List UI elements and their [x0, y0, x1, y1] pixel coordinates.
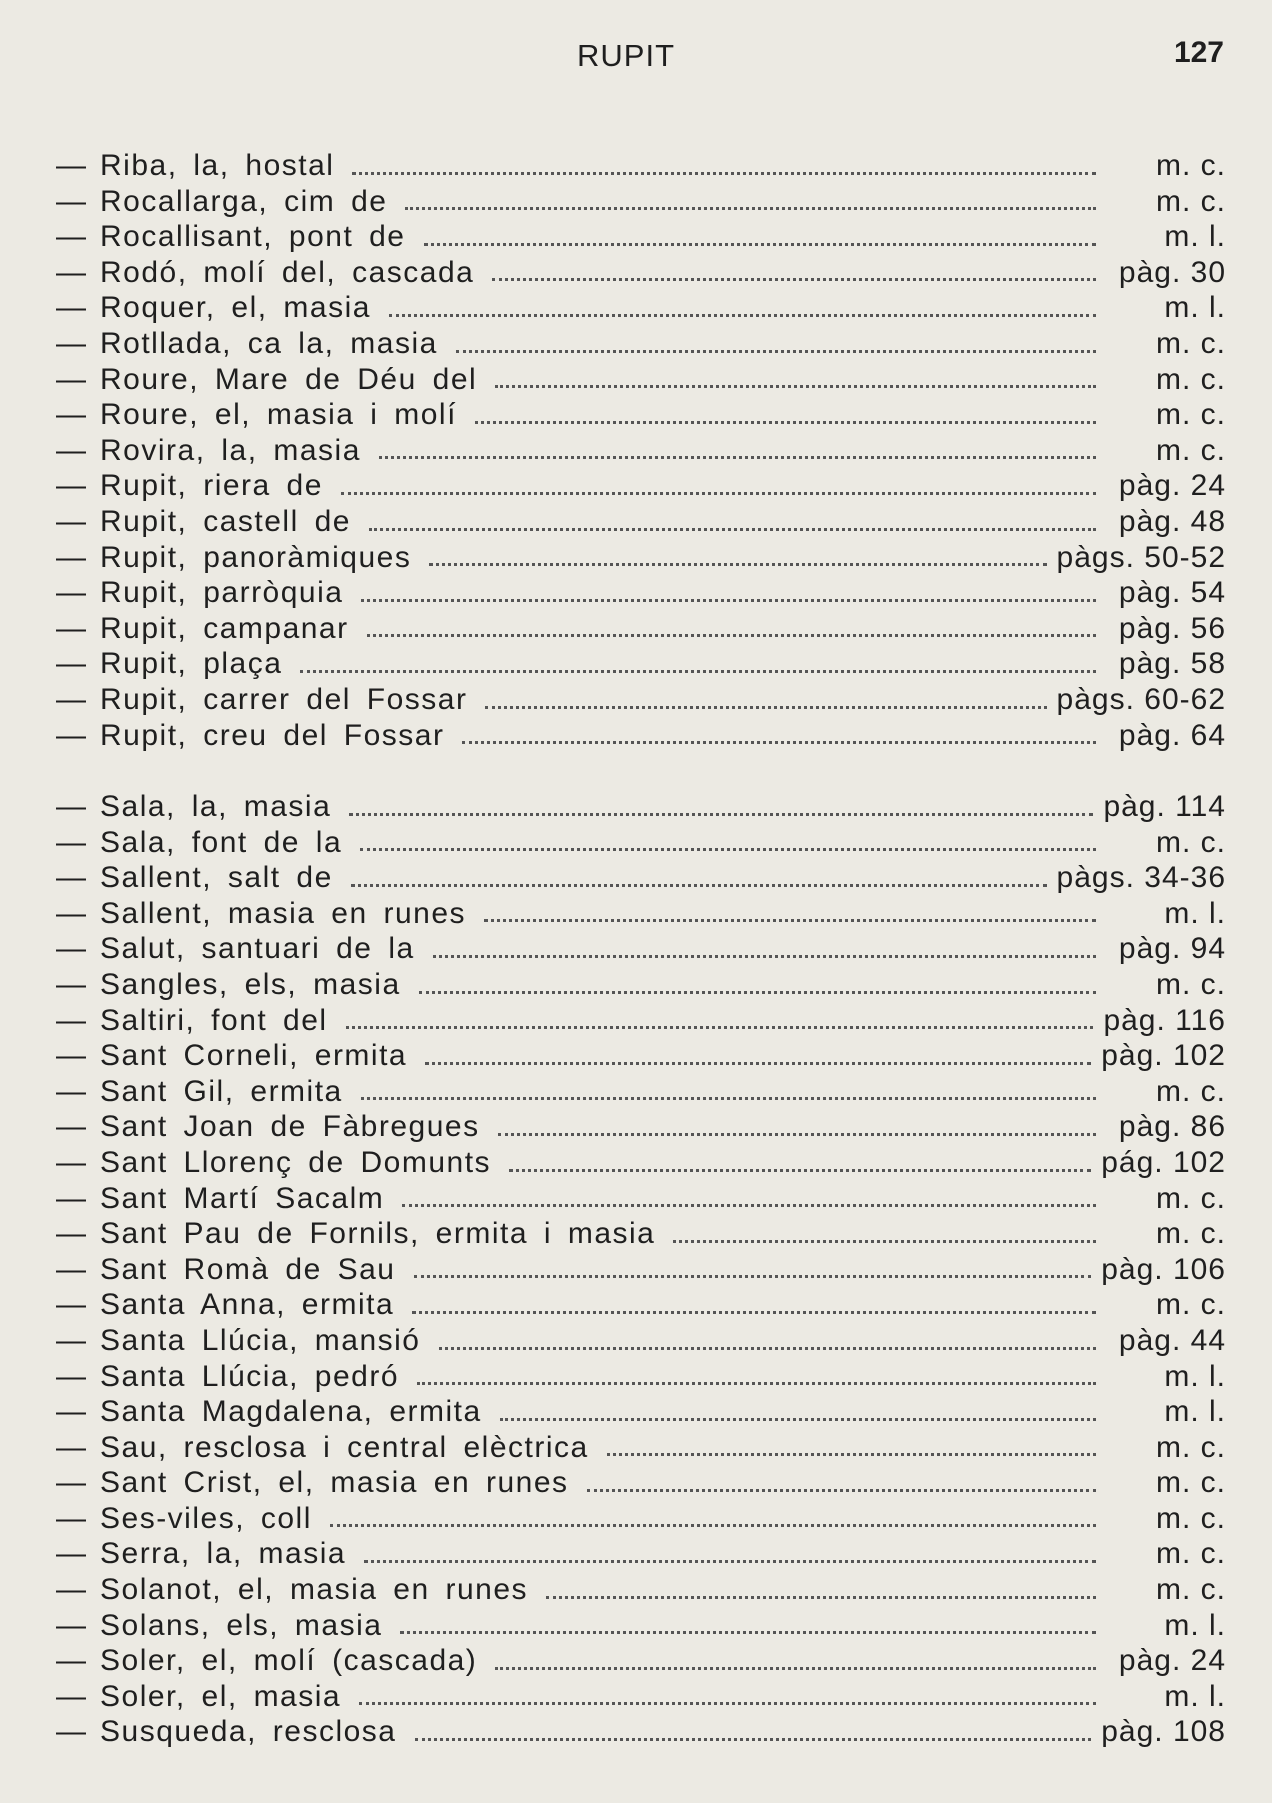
entry-label: Sallent, salt de — [100, 861, 333, 895]
entry-reference: m. c. — [1156, 1537, 1226, 1571]
entry-label: Santa Magdalena, ermita — [100, 1395, 482, 1429]
index-entry — [56, 504, 1226, 540]
dot-leader — [673, 1240, 1096, 1243]
entry-label: Serra, la, masia — [100, 1537, 347, 1571]
dot-leader — [425, 1062, 1091, 1065]
entry-dash: — — [56, 1644, 86, 1678]
dot-leader — [498, 1133, 1096, 1136]
dot-leader — [462, 741, 1096, 744]
entry-label: Rupit, riera de — [100, 469, 323, 503]
entry-reference: m. l. — [1164, 1359, 1226, 1393]
index-entry — [56, 646, 1226, 682]
entry-label: Sant Romà de Sau — [100, 1252, 396, 1286]
index-entry — [56, 362, 1226, 398]
entry-reference: m. c. — [1156, 1466, 1226, 1500]
entry-dash: — — [56, 184, 86, 218]
entry-dash: — — [56, 790, 86, 823]
entry-dash: — — [56, 611, 86, 645]
dot-leader — [419, 991, 1096, 994]
entry-dash: — — [56, 433, 86, 467]
entry-reference: m. c. — [1156, 825, 1226, 859]
dot-leader — [412, 1311, 1096, 1314]
entry-label: Sala, font de la — [100, 825, 343, 859]
index-entry — [56, 1074, 1226, 1110]
entry-label: Roure, Mare de Déu del — [100, 362, 478, 396]
index-entry — [56, 1394, 1226, 1430]
entry-reference: m. l. — [1164, 896, 1226, 930]
entry-label: Sau, resclosa i central elèctrica — [100, 1430, 589, 1464]
dot-leader — [300, 670, 1096, 673]
index-entry — [56, 326, 1226, 362]
entry-label: Solanot, el, masia en runes — [100, 1573, 529, 1607]
index-entry — [56, 433, 1226, 469]
entry-label: Riba, la, hostal — [100, 149, 335, 182]
entry-reference: m. c. — [1156, 433, 1226, 467]
dot-leader — [495, 385, 1096, 388]
index-entry — [56, 397, 1226, 433]
dot-leader — [341, 492, 1096, 495]
index-entry — [56, 682, 1226, 718]
index-entry — [56, 1287, 1226, 1323]
index-entry — [56, 1216, 1226, 1252]
entry-dash: — — [56, 1608, 86, 1642]
index-entry — [56, 789, 1226, 825]
dot-leader — [361, 599, 1096, 602]
index-entry — [56, 611, 1226, 647]
index-entry — [56, 896, 1226, 932]
entry-dash: — — [56, 1003, 86, 1037]
entry-reference: pàg. 56 — [1118, 611, 1226, 645]
entry-reference: pàgs. 50-52 — [1056, 540, 1226, 574]
index-entry — [56, 1679, 1226, 1715]
entry-dash: — — [56, 1252, 86, 1286]
dot-leader — [405, 207, 1096, 210]
index-entry — [56, 255, 1226, 291]
entry-reference: pàg. 102 — [1101, 1039, 1226, 1073]
entry-dash: — — [56, 1323, 86, 1357]
entry-reference: m. c. — [1156, 1430, 1226, 1464]
entry-dash: — — [56, 1181, 86, 1215]
index-entry — [56, 468, 1226, 504]
dot-leader — [475, 421, 1096, 424]
dot-leader — [485, 706, 1046, 709]
entry-dash: — — [56, 1145, 86, 1179]
index-entry — [56, 290, 1226, 326]
entry-label: Rotllada, ca la, masia — [100, 326, 438, 360]
entry-label: Sant Gil, ermita — [100, 1074, 343, 1108]
entry-reference: pàg. 24 — [1118, 469, 1226, 503]
entry-dash: — — [56, 1074, 86, 1108]
dot-leader — [379, 456, 1096, 459]
entry-label: Sant Joan de Fàbregues — [100, 1110, 480, 1144]
entry-label: Sant Pau de Fornils, ermita i masia — [100, 1217, 656, 1251]
entry-reference: pàg. 24 — [1118, 1644, 1226, 1678]
entry-dash: — — [56, 1679, 86, 1713]
dot-leader — [346, 1026, 1094, 1029]
entry-dash: — — [56, 1430, 86, 1464]
index-section-r — [56, 148, 1226, 753]
entry-reference: m. c. — [1156, 1181, 1226, 1215]
entry-label: Roure, el, masia i molí — [100, 398, 457, 432]
index-entry — [56, 148, 1226, 184]
index-entry — [56, 1572, 1226, 1608]
dot-leader — [360, 848, 1096, 851]
entry-reference: m. c. — [1156, 184, 1226, 218]
entry-reference: m. c. — [1156, 1573, 1226, 1607]
dot-leader — [607, 1453, 1096, 1456]
entry-label: Santa Anna, ermita — [100, 1288, 395, 1322]
entry-reference: m. l. — [1164, 1395, 1226, 1429]
page-number: 127 — [1173, 36, 1224, 69]
entry-reference: m. l. — [1164, 220, 1226, 254]
entry-dash: — — [56, 326, 86, 360]
dot-leader — [500, 1418, 1096, 1421]
index-entry — [56, 967, 1226, 1003]
index-entry — [56, 540, 1226, 576]
entry-label: Sant Corneli, ermita — [100, 1039, 408, 1073]
entry-label: Rocallarga, cim de — [100, 184, 388, 218]
entry-dash: — — [56, 896, 86, 930]
index-entry — [56, 1003, 1226, 1039]
entry-label: Rupit, creu del Fossar — [100, 718, 445, 752]
entry-reference: pàg. 58 — [1118, 647, 1226, 681]
dot-leader — [509, 1169, 1091, 1172]
entry-dash: — — [56, 1110, 86, 1144]
entry-label: Sant Llorenç de Domunts — [100, 1145, 492, 1179]
entry-reference: pàg. 94 — [1118, 932, 1226, 966]
dot-leader — [364, 1560, 1096, 1563]
entry-reference: m. l. — [1164, 291, 1226, 325]
dot-leader — [415, 1738, 1092, 1741]
dot-leader — [402, 1204, 1096, 1207]
entry-label: Rodó, molí del, cascada — [100, 255, 475, 289]
entry-dash: — — [56, 1501, 86, 1535]
entry-label: Sallent, masia en runes — [100, 896, 467, 930]
index-entry — [56, 1359, 1226, 1395]
dot-leader — [433, 955, 1096, 958]
entry-dash: — — [56, 1466, 86, 1500]
entry-label: Rupit, parròquia — [100, 576, 344, 610]
entry-label: Sant Martí Sacalm — [100, 1181, 385, 1215]
entry-dash: — — [56, 1715, 86, 1749]
entry-label: Rupit, panoràmiques — [100, 540, 412, 574]
dot-leader — [495, 1667, 1096, 1670]
entry-reference: pàg. 106 — [1101, 1252, 1226, 1286]
dot-leader — [359, 1702, 1096, 1705]
dot-leader — [492, 278, 1096, 281]
entry-dash: — — [56, 647, 86, 681]
dot-leader — [424, 243, 1097, 246]
entry-reference: pág. 102 — [1101, 1145, 1226, 1179]
entry-dash: — — [56, 1039, 86, 1073]
entry-dash: — — [56, 291, 86, 325]
entry-label: Soler, el, molí (cascada) — [100, 1644, 478, 1678]
entry-dash: — — [56, 255, 86, 289]
entry-reference: pàg. 48 — [1118, 504, 1226, 538]
entry-reference: pàg. 86 — [1118, 1110, 1226, 1144]
index-section-s — [56, 789, 1226, 1750]
entry-dash: — — [56, 1288, 86, 1322]
index-entry — [56, 1608, 1226, 1644]
index-entry — [56, 825, 1226, 861]
entry-label: Rocallisant, pont de — [100, 220, 406, 254]
entry-reference: m. c. — [1156, 1501, 1226, 1535]
entry-reference: pàg. 114 — [1103, 790, 1226, 823]
index-entry — [56, 1501, 1226, 1537]
dot-leader — [389, 314, 1096, 317]
entry-label: Sangles, els, masia — [100, 967, 401, 1001]
entry-reference: pàg. 44 — [1118, 1323, 1226, 1357]
entry-label: Rupit, campanar — [100, 611, 349, 645]
entry-reference: m. c. — [1156, 1217, 1226, 1251]
dot-leader — [351, 884, 1047, 887]
entry-reference: m. c. — [1156, 967, 1226, 1001]
index-entry — [56, 1109, 1226, 1145]
index-entry — [56, 931, 1226, 967]
entry-dash: — — [56, 682, 86, 716]
dot-leader — [484, 919, 1096, 922]
entry-dash: — — [56, 469, 86, 503]
dot-leader — [349, 813, 1093, 816]
entry-dash: — — [56, 1359, 86, 1393]
entry-label: Sala, la, masia — [100, 790, 332, 823]
entry-reference: m. c. — [1156, 149, 1226, 182]
entry-label: Santa Llúcia, pedró — [100, 1359, 400, 1393]
page-title: RUPIT — [577, 38, 675, 73]
entry-dash: — — [56, 718, 86, 752]
entry-dash: — — [56, 362, 86, 396]
entry-dash: — — [56, 540, 86, 574]
index-entry — [56, 1323, 1226, 1359]
index-entry — [56, 1038, 1226, 1074]
index-entry — [56, 1465, 1226, 1501]
entry-label: Soler, el, masia — [100, 1679, 342, 1713]
dot-leader — [400, 1631, 1096, 1634]
dot-leader — [429, 563, 1046, 566]
dot-leader — [369, 528, 1096, 531]
index-entry — [56, 1714, 1226, 1750]
dot-leader — [330, 1524, 1096, 1527]
entry-dash: — — [56, 1573, 86, 1607]
entry-label: Susqueda, resclosa — [100, 1715, 397, 1749]
entry-reference: m. c. — [1156, 398, 1226, 432]
entry-label: Santa Llúcia, mansió — [100, 1323, 421, 1357]
index-entry — [56, 860, 1226, 896]
entry-label: Rovira, la, masia — [100, 433, 361, 467]
dot-leader — [361, 1097, 1096, 1100]
index-entry — [56, 1252, 1226, 1288]
index-entry — [56, 219, 1226, 255]
index-entry — [56, 575, 1226, 611]
dot-leader — [367, 634, 1096, 637]
entry-reference: pàgs. 34-36 — [1056, 861, 1226, 895]
entry-dash: — — [56, 504, 86, 538]
entry-dash: — — [56, 149, 86, 182]
entry-dash: — — [56, 861, 86, 895]
entry-label: Saltiri, font del — [100, 1003, 328, 1037]
entry-dash: — — [56, 1217, 86, 1251]
index-entry — [56, 1643, 1226, 1679]
entry-reference: m. c. — [1156, 1074, 1226, 1108]
entry-dash: — — [56, 1537, 86, 1571]
entry-dash: — — [56, 576, 86, 610]
entry-reference: pàg. 116 — [1103, 1003, 1226, 1037]
dot-leader — [439, 1347, 1097, 1350]
entry-reference: pàgs. 60-62 — [1056, 682, 1226, 716]
dot-leader — [414, 1275, 1092, 1278]
dot-leader — [546, 1596, 1096, 1599]
index-entry — [56, 1430, 1226, 1466]
entry-reference: m. c. — [1156, 1288, 1226, 1322]
entry-reference: m. c. — [1156, 362, 1226, 396]
index-entry — [56, 184, 1226, 220]
index-entry — [56, 1145, 1226, 1181]
dot-leader — [456, 350, 1096, 353]
entry-dash: — — [56, 932, 86, 966]
entry-dash: — — [56, 825, 86, 859]
entry-label: Rupit, castell de — [100, 504, 351, 538]
dot-leader — [417, 1382, 1096, 1385]
entry-dash: — — [56, 967, 86, 1001]
index-entry — [56, 1536, 1226, 1572]
entry-label: Rupit, carrer del Fossar — [100, 682, 468, 716]
entry-reference: pàg. 30 — [1118, 255, 1226, 289]
entry-dash: — — [56, 220, 86, 254]
dot-leader — [587, 1489, 1096, 1492]
index-entry — [56, 718, 1226, 754]
dot-leader — [352, 172, 1096, 175]
entry-reference: m. l. — [1164, 1679, 1226, 1713]
entry-reference: pàg. 64 — [1118, 718, 1226, 752]
entry-reference: pàg. 108 — [1101, 1715, 1226, 1749]
entry-label: Sant Crist, el, masia en runes — [100, 1466, 569, 1500]
entry-reference: m. c. — [1156, 326, 1226, 360]
entry-dash: — — [56, 398, 86, 432]
entry-dash: — — [56, 1395, 86, 1429]
entry-reference: pàg. 54 — [1118, 576, 1226, 610]
entry-label: Salut, santuari de la — [100, 932, 415, 966]
entry-reference: m. l. — [1164, 1608, 1226, 1642]
entry-label: Rupit, plaça — [100, 647, 283, 681]
entry-label: Ses-viles, coll — [100, 1501, 312, 1535]
entry-label: Roquer, el, masia — [100, 291, 371, 325]
entry-label: Solans, els, masia — [100, 1608, 383, 1642]
index-entry — [56, 1181, 1226, 1217]
